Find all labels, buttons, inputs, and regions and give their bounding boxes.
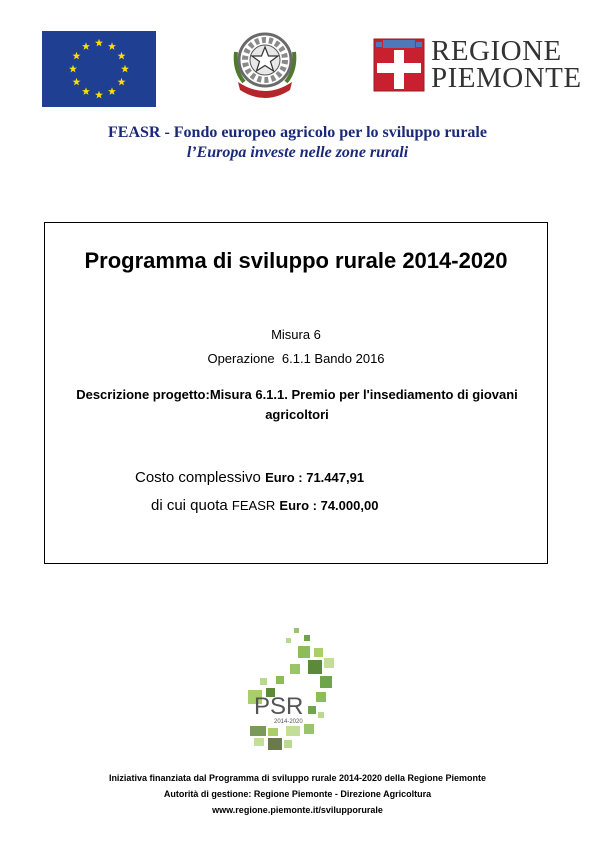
eu-flag-icon <box>42 31 156 107</box>
feasr-title: FEASR - Fondo europeo agricolo per lo sviluppo rurale <box>108 124 487 141</box>
quota-label: di cui quota <box>151 497 228 514</box>
regione-piemonte-logo <box>373 35 582 96</box>
footer-website-link[interactable]: www.regione.piemonte.it/svilupporurale <box>212 805 383 815</box>
regione-name-line1: REGIONE <box>431 35 562 67</box>
psr-logo-text: PSR <box>254 693 304 720</box>
quota-feasr-row <box>151 497 378 514</box>
costo-label: Costo complessivo <box>135 469 261 486</box>
misura-label: Misura 6 <box>271 327 321 342</box>
psr-logo <box>246 628 366 754</box>
project-description: Descrizione progetto:Misura 6.1.1. Premio per l'insediamento di giovani agricoltori <box>76 387 518 422</box>
feasr-header <box>0 123 595 163</box>
footer-authority-line: Autorità di gestione: Regione Piemonte - Direzione Agricoltura <box>163 789 432 799</box>
programma-title: Programma di sviluppo rurale 2014-2020 <box>84 248 508 273</box>
psr-logo-years: 2014-2020 <box>274 719 303 725</box>
costo-complessivo-row <box>135 469 364 486</box>
footer-funding-line: Iniziativa finanziata dal Programma di sviluppo rurale 2014-2020 della Regione Piemonte <box>108 773 487 783</box>
piemonte-shield-icon <box>373 38 425 92</box>
quota-value: Euro : 74.000,00 <box>279 498 379 513</box>
regione-name-line2: PIEMONTE <box>431 62 582 94</box>
costo-value: Euro : 71.447,91 <box>265 470 365 485</box>
operazione-label: Operazione 6.1.1 Bando 2016 <box>207 351 385 366</box>
quota-feasr-label: FEASR <box>231 498 276 513</box>
footer <box>0 770 595 818</box>
italian-republic-emblem-icon <box>232 30 298 102</box>
feasr-tagline: l’Europa investe nelle zone rurali <box>186 144 409 161</box>
project-info-box <box>44 222 548 564</box>
